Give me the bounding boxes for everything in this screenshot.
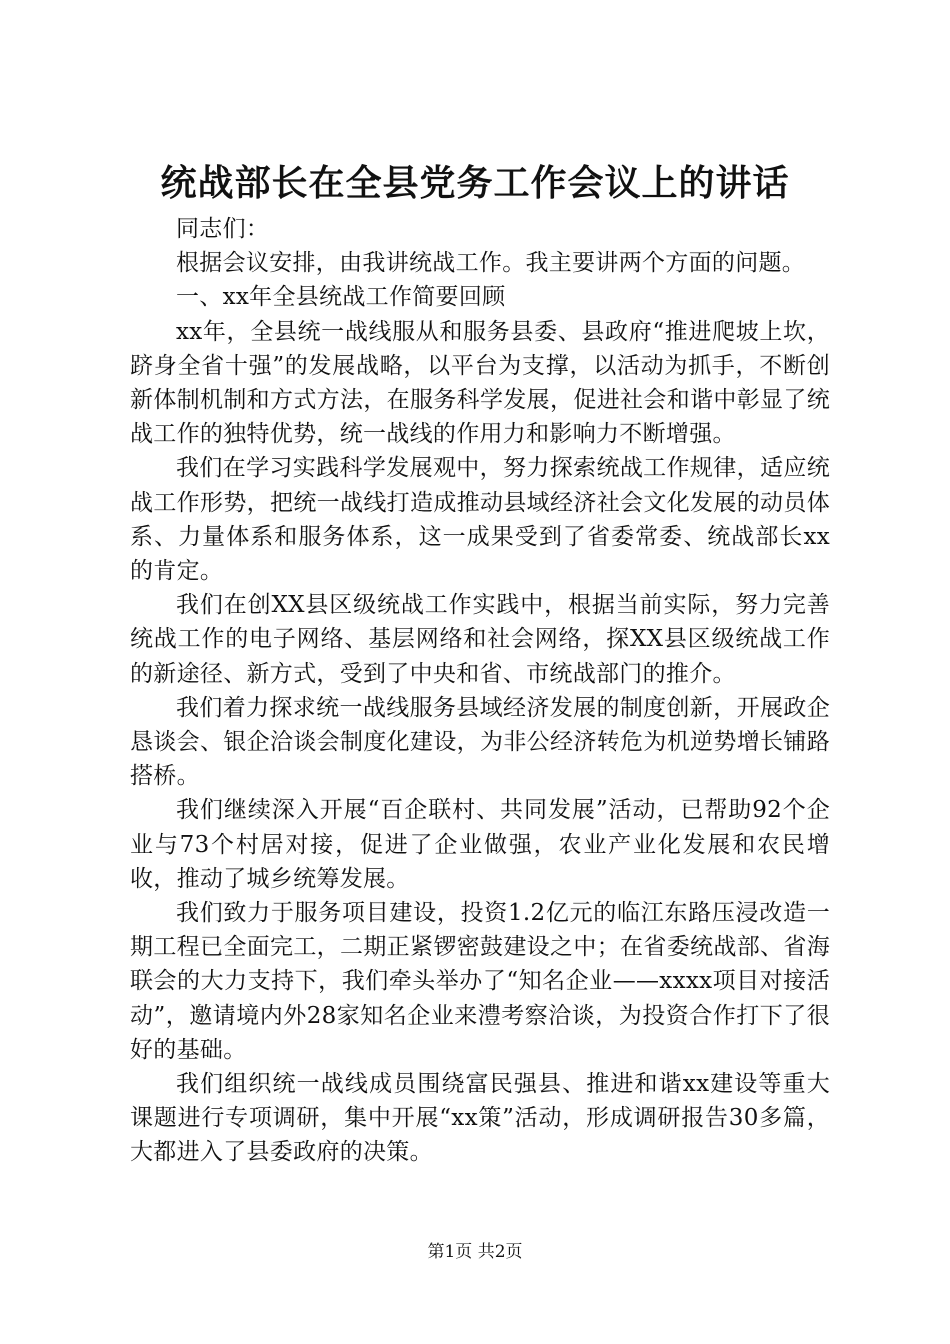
paragraph: xx年，全县统一战线服从和服务县委、县政府“推进爬坡上坎，跻身全省十强”的发展战略，以平台为支撑，以活动为抓手，不断创新体制机制和方式方法，在服务科学发展，促进社会和谐中彰显了统战工作的独特优势，统一战线的作用力和影响力不断增强。 — [130, 318, 830, 448]
document-title: 统战部长在全县党务工作会议上的讲话 — [160, 162, 790, 204]
paragraph: 我们继续深入开展“百企联村、共同发展”活动，已帮助92个企业与73个村居对接，促进了企业做强，农业产业化发展和农民增收，推动了城乡统筹发展。 — [130, 797, 830, 892]
paragraph: 我们在创XX县区级统战工作实践中，根据当前实际，努力完善统战工作的电子网络、基层网络和社会网络，探XX县区级统战工作的新途径、新方式，受到了中央和省、市统战部门的推介。 — [130, 592, 830, 687]
paragraph: 我们在学习实践科学发展观中，努力探索统战工作规律，适应统战工作形势，把统一战线打造成推动县域经济社会文化发展的动员体系、力量体系和服务体系，这一成果受到了省委常委、统战部长xx的肯定。 — [130, 455, 830, 585]
document-body — [130, 212, 830, 1170]
paragraph: 我们着力探求统一战线服务县域经济发展的制度创新，开展政企恳谈会、银企洽谈会制度化建设，为非公经济转危为机逆势增长铺路搭桥。 — [130, 694, 830, 790]
paragraph-salutation: 同志们： — [176, 216, 270, 242]
paragraph-intro: 根据会议安排，由我讲统战工作。我主要讲两个方面的问题。 — [176, 250, 806, 277]
paragraph: 我们组织统一战线成员围绕富民强县、推进和谐xx建设等重大课题进行专项调研，集中开展“xx策”活动，形成调研报告30多篇，大都进入了县委政府的决策。 — [130, 1071, 830, 1166]
section-heading: 一、xx年全县统战工作简要回顾 — [176, 284, 506, 311]
paragraph: 我们致力于服务项目建设，投资1.2亿元的临江东路压浸改造一期工程已全面完工，二期正紧锣密鼓建设之中；在省委统战部、省海联会的大力支持下，我们牵头举办了“知名企业——xxxx项目对接活动”，邀请境内外28家知名企业来澧考察洽谈，为投资合作打下了很好的基础。 — [130, 900, 830, 1063]
page-number-footer: 第1页 共2页 — [427, 1242, 523, 1262]
